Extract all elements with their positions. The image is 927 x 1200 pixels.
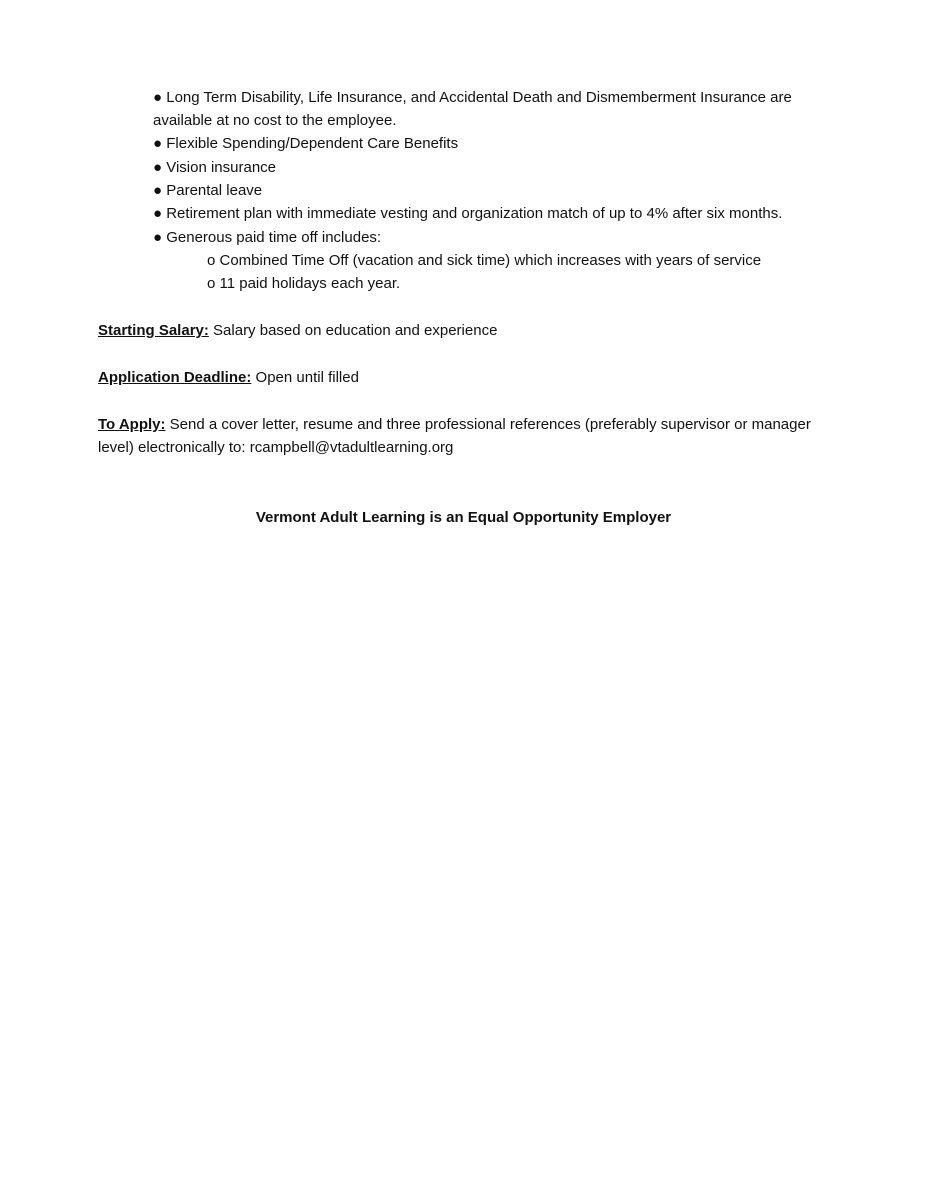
deadline-paragraph bbox=[98, 367, 359, 389]
benefit-ltd-line1: ● Long Term Disability, Life Insurance, and Accidental Death and Dismemberment Insurance are bbox=[153, 89, 792, 106]
deadline-label: Application Deadline: bbox=[98, 369, 252, 386]
benefit-parental: ● Parental leave bbox=[153, 182, 263, 199]
benefit-vision: ● Vision insurance bbox=[153, 159, 277, 176]
salary-label: Starting Salary: bbox=[98, 322, 209, 339]
benefit-pto: ● Generous paid time off includes: bbox=[153, 229, 382, 246]
apply-label: To Apply: bbox=[98, 416, 166, 433]
benefit-fsa: ● Flexible Spending/Dependent Care Benefits bbox=[153, 135, 459, 152]
deadline-text: Open until filled bbox=[251, 369, 359, 386]
benefit-pto-sub2: o 11 paid holidays each year. bbox=[207, 275, 401, 292]
salary-paragraph bbox=[98, 320, 497, 342]
benefit-ltd-line2: available at no cost to the employee. bbox=[153, 112, 397, 129]
benefit-pto-sub1: o Combined Time Off (vacation and sick time) which increases with years of service bbox=[207, 252, 762, 269]
apply-text-line1: Send a cover letter, resume and three professional references (preferably supervisor or manager bbox=[165, 416, 811, 433]
salary-text: Salary based on education and experience bbox=[208, 322, 498, 339]
equal-opportunity-statement: Vermont Adult Learning is an Equal Opportunity Employer bbox=[255, 509, 672, 526]
apply-paragraph-line1 bbox=[98, 414, 811, 436]
benefit-retirement: ● Retirement plan with immediate vesting and organization match of up to 4% after six months. bbox=[153, 205, 783, 222]
apply-text-line2: level) electronically to: rcampbell@vtadultlearning.org bbox=[98, 439, 454, 456]
